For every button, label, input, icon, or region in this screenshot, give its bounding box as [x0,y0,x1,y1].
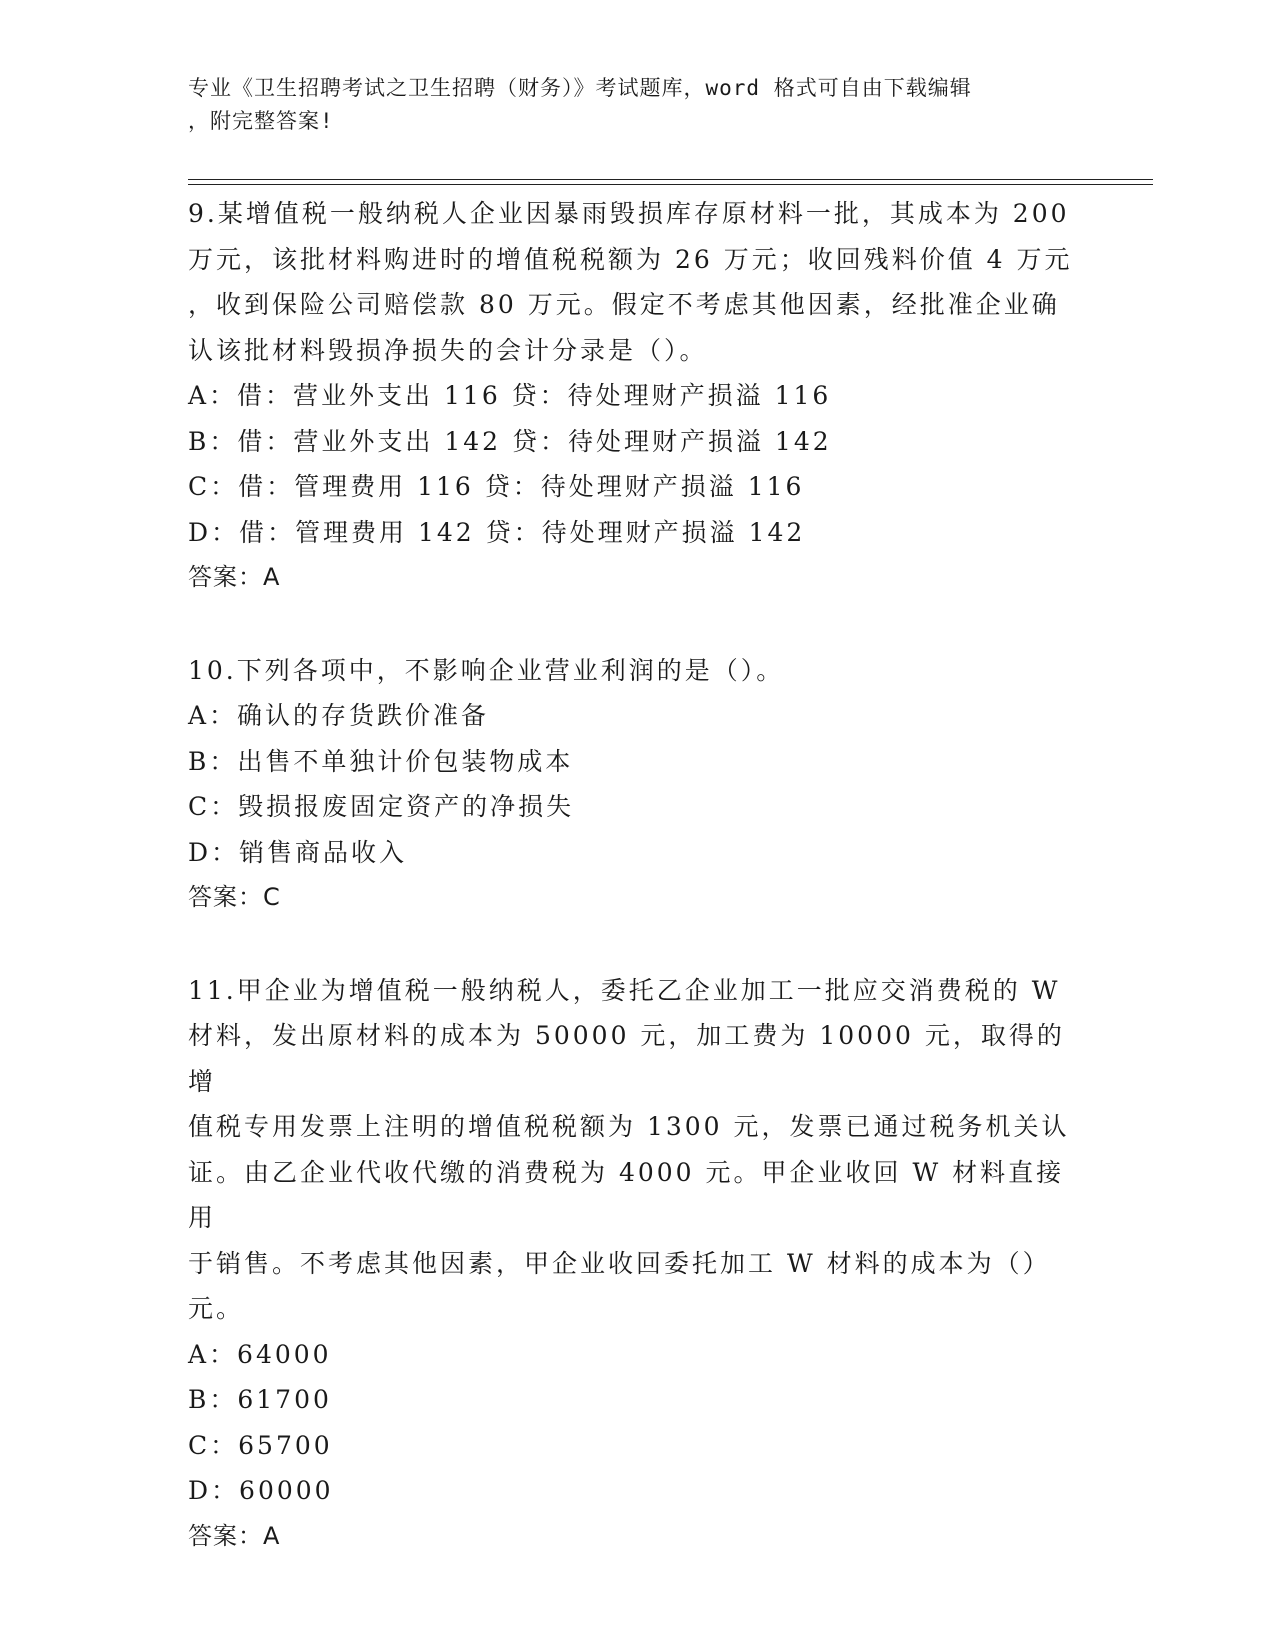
header-divider-bottom [188,184,1153,185]
stem-line: 万元，该批材料购进时的增值税税额为 26 万元；收回残料价值 4 万元 [188,244,1073,274]
option-c: C：毁损报废固定资产的净损失 [188,792,575,821]
option-a: A：64000 [188,1339,332,1369]
option-a: A：借：营业外支出 116 贷：待处理财产损溢 116 [188,381,832,410]
answer-label: 答案：A [188,563,281,591]
option-d: D：借：管理费用 142 贷：待处理财产损溢 142 [188,517,806,547]
stem-line: 认该批材料毁损净损失的会计分录是（）。 [188,335,708,365]
option-d: D：销售商品收入 [188,837,408,867]
stem-line: 材料，发出原材料的成本为 50000 元，加工费为 10000 元，取得的增 [188,1021,1065,1096]
question-stem [188,968,1078,1332]
stem-line: 于销售。不考虑其他因素，甲企业收回委托加工 W 材料的成本为（） [188,1248,1051,1278]
option-c: C：借：管理费用 116 贷：待处理财产损溢 116 [188,472,805,501]
header-line-2: ，附完整答案! [188,109,334,133]
question-10 [188,648,1078,921]
answer-label: 答案：C [188,883,281,911]
answer-label: 答案：A [188,1521,281,1550]
stem-line: 11.甲企业为增值税一般纳税人，委托乙企业加工一批应交消费税的 W [188,975,1061,1005]
option-b: B：出售不单独计价包装物成本 [188,746,574,776]
question-11 [188,968,1078,1560]
stem-line: 值税专用发票上注明的增值税税额为 1300 元，发票已通过税务机关认 [188,1112,1070,1141]
header-divider-top [188,179,1153,180]
question-stem [188,648,1078,694]
option-c: C：65700 [188,1430,333,1460]
stem-line: 元。 [188,1294,245,1323]
header-line-1: 专业《卫生招聘考试之卫生招聘（财务）》考试题库，word 格式可自由下载编辑 [188,76,972,100]
stem-line: ，收到保险公司赔偿款 80 万元。假定不考虑其他因素，经批准企业确 [188,290,1060,319]
option-b: B：借：营业外支出 142 贷：待处理财产损溢 142 [188,426,832,456]
stem-line: 9.某增值税一般纳税人企业因暴雨毁损库存原材料一批，其成本为 200 [188,199,1070,228]
option-d: D：60000 [188,1476,334,1505]
question-list [188,191,1078,1559]
stem-line: 10.下列各项中，不影响企业营业利润的是（）。 [188,655,785,685]
question-stem [188,191,1078,373]
question-spacer [188,601,1078,648]
document-header [188,72,1068,138]
option-a: A：确认的存货跌价准备 [188,701,490,730]
stem-line: 证。由乙企业代收代缴的消费税为 4000 元。甲企业收回 W 材料直接用 [188,1157,1065,1232]
question-spacer [188,921,1078,968]
question-9 [188,191,1078,601]
option-b: B：61700 [188,1385,332,1414]
